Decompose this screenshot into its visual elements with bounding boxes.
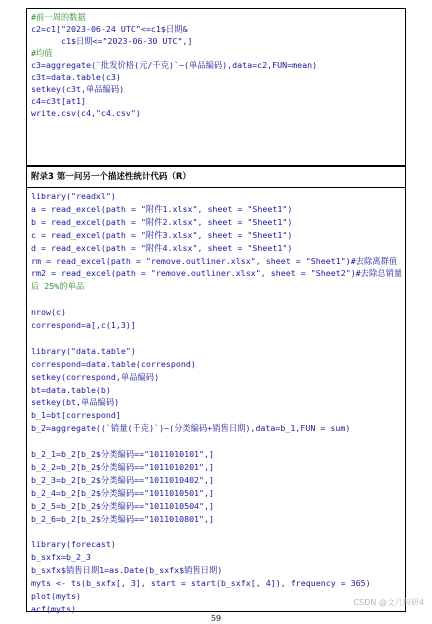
- code-line: b_1=bt[correspond]: [31, 410, 121, 421]
- code-line: plot(myts): [31, 590, 81, 601]
- code-line: setkey(c3t,单品编码): [31, 84, 125, 94]
- code-line: #均值: [31, 48, 53, 58]
- code-line: [31, 333, 403, 344]
- code-line: b_sxfx=b_2_3: [31, 552, 91, 563]
- code-line: c3=aggregate(`批发价格(元/千克)`~(单品编码),data=c2,FUN=mean): [31, 60, 318, 70]
- code-line: c3t=data.table(c3): [31, 72, 121, 82]
- code-line: c2=c1["2023-06-24 UTC"<=c1$日期&: [31, 24, 188, 34]
- page-number: 59: [210, 614, 222, 623]
- code-line: #前一周的数据: [31, 12, 86, 22]
- code-line: acf(myts): [31, 603, 76, 614]
- code-line: b_2_4=b_2[b_2$分类编码=="1011010501",]: [31, 487, 215, 498]
- code-line: 后 25%的单品: [31, 281, 85, 292]
- code-line: b = read_excel(path = "附件2.xlsx", sheet = "Sheet1"): [31, 216, 293, 227]
- code-line: library("readxl"): [31, 191, 116, 201]
- code-line: b_2_1=b_2[b_2$分类编码=="1011010101",]: [31, 449, 215, 459]
- code-line: correspond=data.table(correspond): [31, 358, 196, 369]
- code-line: bt=data.table(b): [31, 384, 111, 395]
- code-line: correspond=a[,c(1,3)]: [31, 320, 136, 330]
- code-line: a = read_excel(path = "附件1.xlsx", sheet = "Sheet1"): [31, 203, 293, 214]
- code-line: b_2=aggregate((`销量(千克)`)~(分类编码+销售日期),data=b_1,FUN = sum): [31, 423, 351, 434]
- code-line: d = read_excel(path = "附件4.xlsx", sheet = "Sheet1"): [31, 242, 293, 253]
- code-line: b_2_5=b_2[b_2$分类编码=="1011010504",]: [31, 500, 215, 511]
- appendix-title: 附录3 第一问另一个描述性统计代码（R）: [27, 167, 405, 188]
- code-line: rm = read_excel(path = "remove.outliner.xlsx", sheet = "Sheet1")#去除离群值: [31, 255, 398, 266]
- code-line: [31, 526, 403, 537]
- code-line: nrow(c): [31, 307, 66, 318]
- code-line: [31, 436, 403, 447]
- code-line: write.csv(c4,"c4.csv"): [31, 108, 141, 118]
- code-line: c = read_excel(path = "附件3.xlsx", sheet = "Sheet1"): [31, 229, 293, 240]
- code-line: [31, 294, 403, 305]
- code-line: b_2_6=b_2[b_2$分类编码=="1011010801",]: [31, 513, 215, 524]
- code-line: c4=c3t[at1]: [31, 96, 86, 106]
- code-block-bottom: [26, 166, 406, 612]
- code-block-top: [26, 8, 406, 166]
- code-line: library("data.table"): [31, 345, 136, 356]
- watermark: CSDN @文几科研4: [353, 598, 424, 607]
- code-line: myts <- ts(b_sxfx[, 3], start = start(b_sxfx[, 4]), frequency = 365): [31, 578, 371, 588]
- code-line: c1$日期<="2023-06-30 UTC",]: [31, 36, 193, 46]
- code-line: library(forecast): [31, 539, 116, 550]
- code-line: b_2_2=b_2[b_2$分类编码=="1011010201",]: [31, 461, 215, 472]
- code-line: setkey(bt,单品编码): [31, 397, 120, 408]
- code-line: b_2_3=b_2[b_2$分类编码=="1011010402",]: [31, 474, 215, 485]
- code-line: rm2 = read_excel(path = "remove.outliner.xlsx", sheet = "Sheet2")#去除总销量: [31, 268, 403, 279]
- code-line: setkey(correspond,单品编码): [31, 371, 160, 382]
- code-line: b_sxfx$销售日期1=as.Date(b_sxfx$销售日期): [31, 565, 223, 576]
